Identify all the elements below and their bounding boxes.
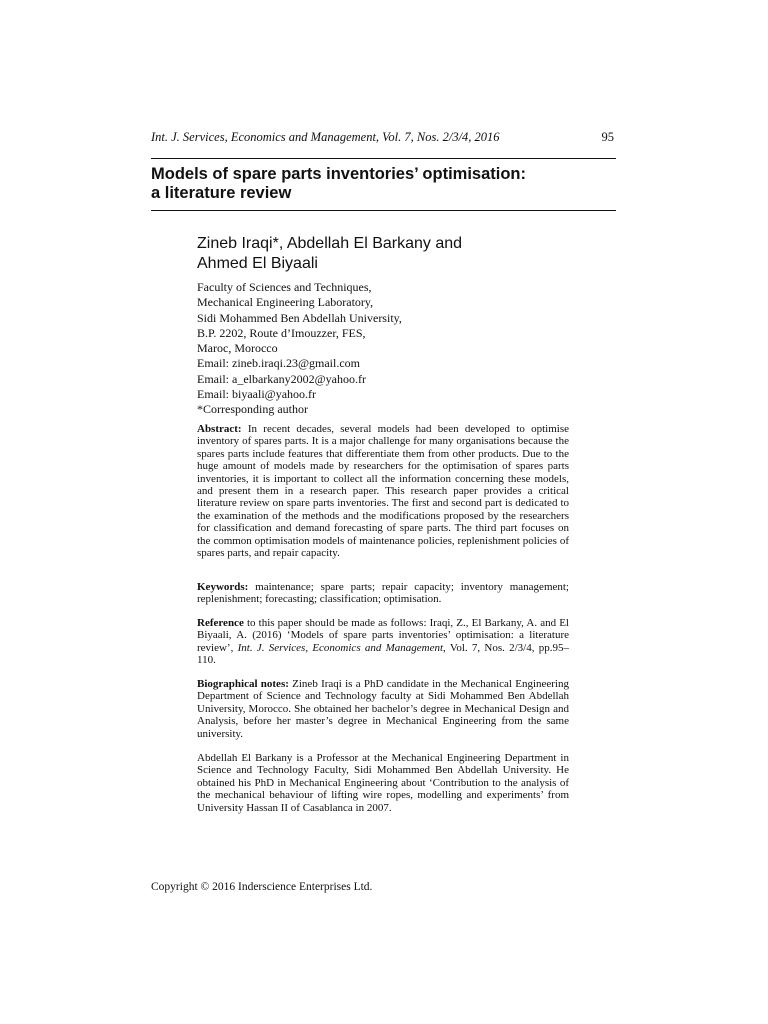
page-number: 95 xyxy=(601,130,614,144)
title-line: Models of spare parts inventories’ optimisation: xyxy=(151,165,526,183)
copyright-notice: Copyright © 2016 Inderscience Enterprises Ltd. xyxy=(151,881,373,893)
affiliation-line: Maroc, Morocco xyxy=(197,341,278,356)
bio-text-el-barkany: Abdellah El Barkany is a Professor at the Mechanical Engineering Department in Science and Technology Faculty, Sidi Mohammed Ben Abdellah University. He obtained his PhD in Mechanical Engineering about ‘Contribution to the analysis of the mechanical behaviour of lifting wire ropes, modelling and experiments’ from University Hassan II of Casablanca in 2007. xyxy=(197,752,569,814)
running-header xyxy=(151,129,614,145)
title-line: a literature review xyxy=(151,184,292,202)
corresponding-author-note: *Corresponding author xyxy=(197,402,308,417)
affiliation-line: Faculty of Sciences and Techniques, xyxy=(197,280,372,294)
affiliation-line: Sidi Mohammed Ben Abdellah University, xyxy=(197,310,402,325)
email-line: Email: biyaali@yahoo.fr xyxy=(197,387,317,402)
reference-journal: Int. J. Services, Economics and Management xyxy=(237,641,444,654)
author-list xyxy=(197,234,597,274)
paper-title xyxy=(151,165,616,203)
abstract-label: Abstract: xyxy=(197,423,242,435)
bio-el-barkany xyxy=(197,752,569,814)
affiliation-block xyxy=(197,280,577,418)
title-bottom-rule xyxy=(151,210,616,211)
biographical-notes xyxy=(197,678,569,740)
email-line: Email: zineb.iraqi.23@gmail.com xyxy=(197,356,361,371)
author-line: Zineb Iraqi*, Abdellah El Barkany and xyxy=(197,235,463,252)
affiliation-line: B.P. 2202, Route d’Imouzzer, FES, xyxy=(197,325,366,340)
journal-citation: Int. J. Services, Economics and Management, Vol. 7, Nos. 2/3/4, 2016 xyxy=(151,130,500,144)
reference-volume: , Vol. 7, Nos. 2/3/4, pp.95–110. xyxy=(197,641,569,667)
keywords-label: Keywords: xyxy=(197,581,249,593)
reference-label: Reference xyxy=(197,617,244,629)
citation-reference xyxy=(197,617,569,667)
title-top-rule xyxy=(151,158,616,159)
keywords xyxy=(197,581,569,606)
bio-text-iraqi: Zineb Iraqi is a PhD candidate in the Mechanical Engineering Department of Science and Technology faculty at Sidi Mohammed Ben Abdellah University, Morocco. She obtained her bachelor’s degree in Mechanical Design and Analysis, before her master’s degree in Mechanical Engineering from the same university. xyxy=(197,678,569,740)
reference-text: to this paper should be made as follows: Iraqi, Z., El Barkany, A. and El Biyaali, A. (2016) ‘Models of spare parts inventories’ optimisation: a literature review’, xyxy=(197,617,569,654)
keywords-text: maintenance; spare parts; repair capacity; inventory management; replenishment; forecasting; classification; optimisation. xyxy=(197,581,569,606)
bio-label: Biographical notes: xyxy=(197,678,289,690)
email-line: Email: a_elbarkany2002@yahoo.fr xyxy=(197,371,366,386)
abstract xyxy=(197,423,569,559)
abstract-text: In recent decades, several models had been developed to optimise inventory of spares parts. It is a major challenge for many organisations because the spares parts include features that differentiate them from other products. Due to the huge amount of models made by researchers for the optimisation of spares parts inventories, it is important to collect all the information concerning these models, and present them in a research paper. This research paper provides a critical literature review on spare parts inventories. The first and second part is dedicated to the examination of the methods and the modifications proposed by the researchers for classification and demand forecasting of spare parts. The third part focuses on the common optimisation models of maintenance policies, replenishment policies of spares parts, and repair capacity. xyxy=(197,423,569,560)
affiliation-line: Mechanical Engineering Laboratory, xyxy=(197,295,374,310)
author-line: Ahmed El Biyaali xyxy=(197,255,318,272)
